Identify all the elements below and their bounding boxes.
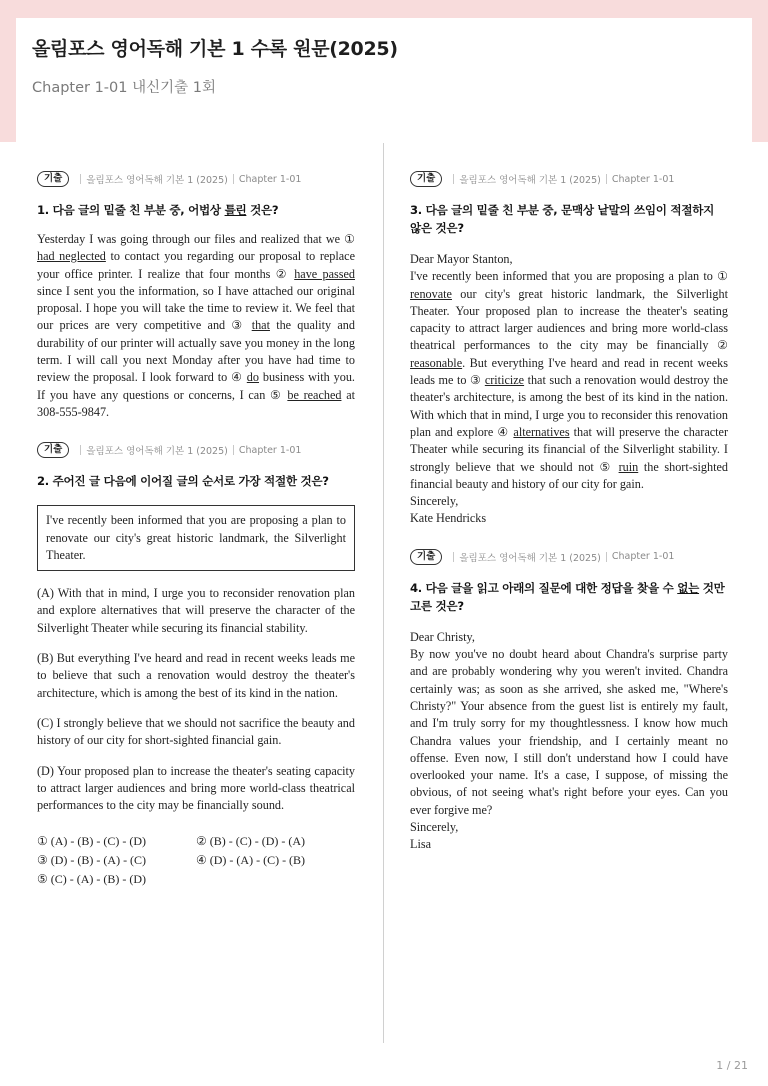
separator	[453, 174, 454, 184]
question-1-tagline	[37, 170, 355, 188]
answer-choice-3[interactable]: ③ (D) - (B) - (A) - (C)	[37, 853, 147, 868]
gichul-badge: 기출	[410, 549, 442, 565]
source-label: 올림포스 영어독해 기본 1 (2025)	[459, 552, 601, 564]
gichul-badge: 기출	[37, 171, 69, 187]
question-3-tagline	[410, 170, 728, 188]
question-3	[410, 170, 728, 528]
left-column	[37, 170, 355, 889]
separator	[453, 552, 454, 562]
question-1	[37, 170, 355, 421]
option-a-paragraph: (A) With that in mind, I urge you to reconsider renovation plan and explore alternatives that will preserve the character of the Silverlight Theater while securing its financial stability.	[37, 586, 355, 635]
question-4	[410, 548, 728, 854]
answer-choice-5[interactable]: ⑤ (C) - (A) - (B) - (D)	[37, 872, 147, 887]
signature: Lisa	[410, 837, 431, 852]
source-label: 올림포스 영어독해 기본 1 (2025)	[86, 446, 228, 458]
salutation: Dear Mayor Stanton,	[410, 252, 513, 266]
chapter-label: Chapter 1-01	[611, 551, 675, 563]
chapter-label: Chapter 1-01	[238, 444, 302, 456]
source-label: 올림포스 영어독해 기본 1 (2025)	[86, 175, 228, 186]
question-4-tagline	[410, 548, 728, 566]
salutation: Dear Christy,	[410, 629, 475, 644]
question-3-title: 3. 다음 글의 밑줄 친 부분 중, 문맥상 낱말의 쓰임이 적절하지 않은 것은?	[410, 203, 715, 235]
separator	[80, 174, 81, 184]
given-passage-box: I've recently been informed that you are proposing a plan to renovate our city's great historic landmark, the Silverlight Theater.	[37, 505, 355, 571]
chapter-label: Chapter 1-01	[238, 173, 302, 185]
answer-choice-2[interactable]: ② (B) - (C) - (D) - (A)	[196, 834, 306, 849]
separator	[606, 174, 607, 184]
option-d-paragraph: (D) Your proposed plan to increase the theater's seating capacity to attract larger audiences and bring more world-class theatrical performances to the city may be financially sound.	[37, 763, 355, 813]
signature: Kate Hendricks	[410, 511, 487, 526]
question-1-title: 1. 다음 글의 밑줄 친 부분 중, 어법상 틀린 것은?	[37, 203, 279, 217]
closing: Sincerely,	[410, 494, 459, 509]
option-b-paragraph: (B) But everything I've heard and read in recent weeks leads me to believe that such a renovation would destroy the theater's architecture, which is among the best of its kind in the nation.	[37, 651, 355, 700]
chapter-label: Chapter 1-01	[611, 173, 675, 185]
answer-choice-1[interactable]: ① (A) - (B) - (C) - (D)	[37, 834, 147, 849]
question-4-title: 4. 다음 글을 읽고 아래의 질문에 대한 정답을 찾을 수 없는 것만 고른 것은?	[410, 580, 725, 613]
question-4-passage: By now you've no doubt heard about Chandra's surprise party and are probably wondering why you weren't invited. Chandra certainly was; as soon as she arrived, she asked me, "Where's Christy?" Your absence from the guest list is entirely my fault, and I'm truly sorry for my thoughtlessness. I know how much Chandra values your friendship, and I certainly meant no offense. Even now, I still don't understand how I could have overlooked your name. It's a case, I suppose, of missing the obvious, of not seeing what's right before your eyes. Can you ever forgive me?	[410, 647, 728, 817]
question-1-passage: Yesterday I was going through our files and realized that we ① had neglected to contact you regarding our proposal to replace your office printer. I realize that four months ② have passed since I sent you the information, so I have attached our original proposal. I hope you will take the time to review it. We feel that our prices are very competitive and ③ that the quality and durability of our printer will actually save you money in the long term. I will call you next Monday after you have had time to review the proposal. I look forward to ④ do business with you. If you have any questions or concerns, I can ⑤ be reached at 308-555-9847.	[37, 232, 355, 419]
separator	[606, 552, 607, 562]
separator	[80, 445, 81, 455]
option-c-paragraph: (C) I strongly believe that we should not sacrifice the beauty and history of our city for short-sighted financial gain.	[37, 715, 355, 748]
column-divider	[383, 143, 384, 1043]
document-subtitle: Chapter 1-01 내신기출 1회	[32, 80, 216, 96]
source-label: 올림포스 영어독해 기본 1 (2025)	[459, 175, 601, 186]
question-2-tagline	[37, 441, 355, 459]
gichul-badge: 기출	[37, 442, 69, 458]
question-2-title: 2. 주어진 글 다음에 이어질 글의 순서로 가장 적절한 것은?	[37, 474, 329, 489]
question-4-letter	[410, 629, 728, 854]
question-3-passage: I've recently been informed that you are proposing a plan to ① renovate our city's great historic landmark, the Silverlight Theater. Your proposed plan to increase the theater's seating capacity to attract larger audiences and bring more world-class theatrical performances to the city may be financially ② reasonable. But everything I've heard and read in recent weeks leads me to ③ criticize that such a renovation would destroy the theater's architecture, is among the best of its kind in the nation. With which that in mind, I urge you to reconsider this renovation plan and explore ④ alternatives that will preserve the character Theater while securing its financial of the Silverlight stability. I strongly believe that we should not ⑤ ruin the short-sighted financial beauty and history of our city for gain.	[410, 269, 729, 491]
closing: Sincerely,	[410, 820, 459, 835]
document-title: 올림포스 영어독해 기본 1 수록 원문(2025)	[32, 38, 398, 60]
answer-choice-4[interactable]: ④ (D) - (A) - (C) - (B)	[196, 853, 306, 868]
page-number: 1 / 21	[716, 1059, 748, 1072]
question-2	[37, 441, 355, 889]
gichul-badge: 기출	[410, 171, 442, 187]
separator	[233, 445, 234, 455]
question-3-letter	[410, 251, 728, 528]
separator	[233, 174, 234, 184]
answer-choices	[37, 832, 355, 889]
right-column	[410, 170, 728, 854]
